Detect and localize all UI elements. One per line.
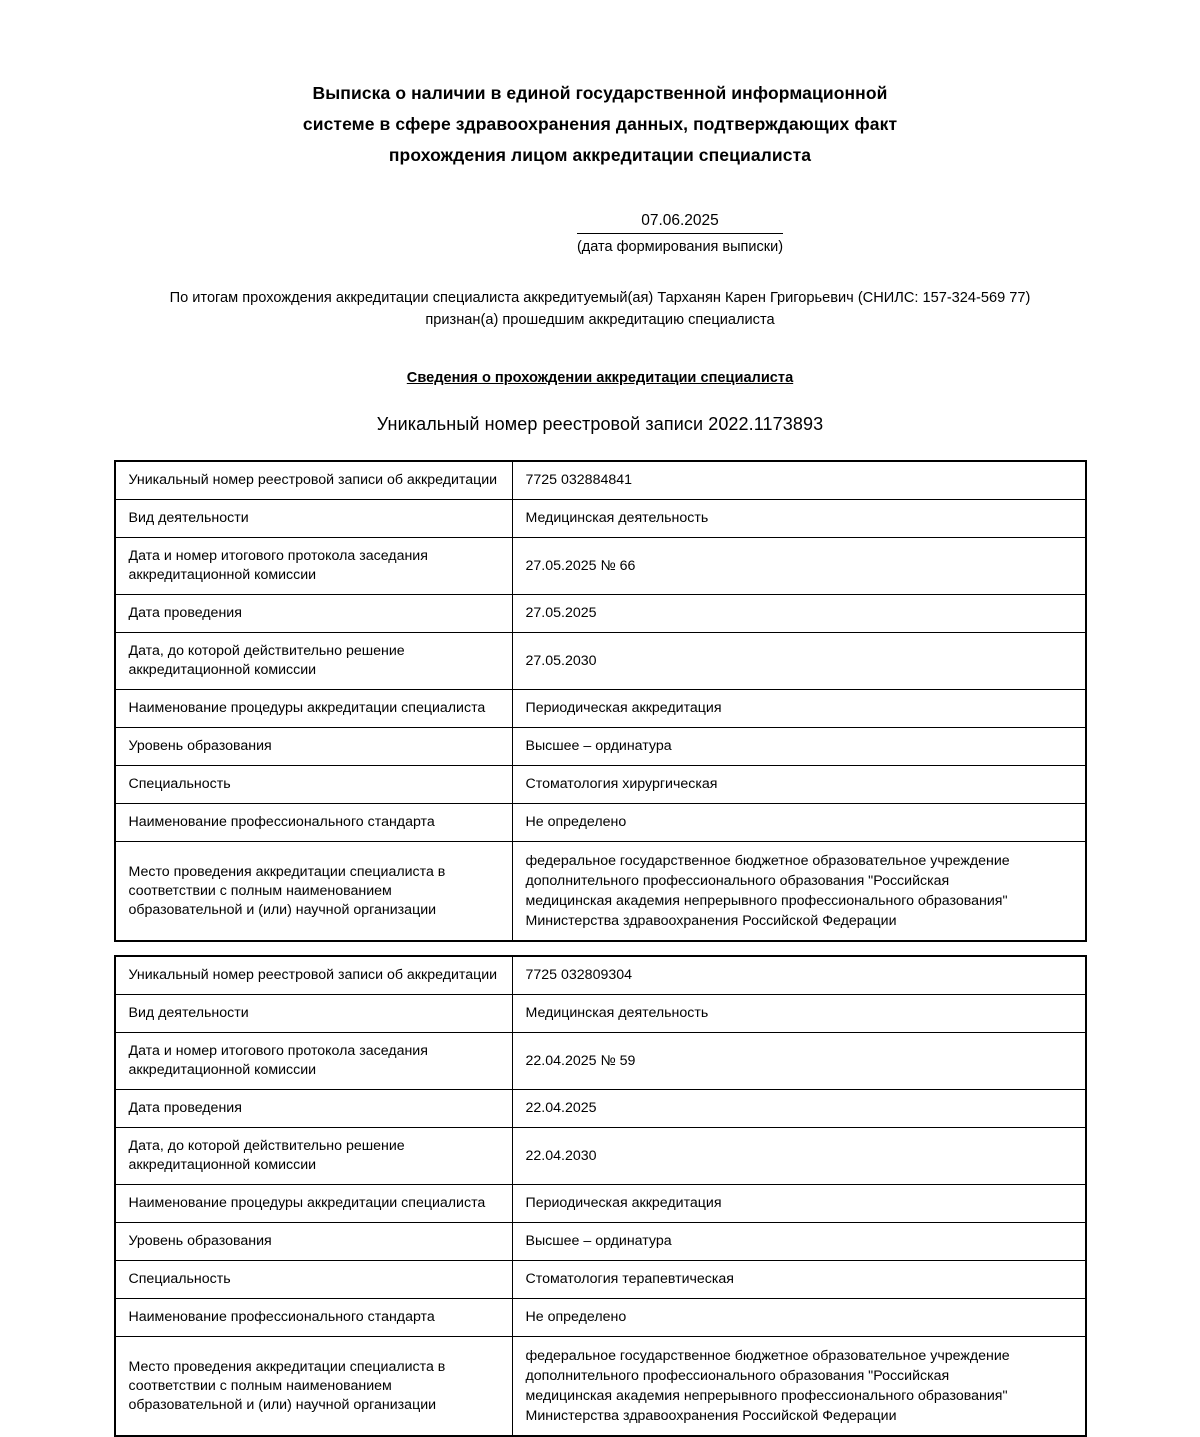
table-row	[115, 842, 1086, 942]
table-row	[115, 804, 1086, 842]
org-line-1: федеральное государственное бюджетное образовательное учреждение	[525, 1348, 1010, 1364]
org-line-2: дополнительного профессионального образования "Российская	[525, 1368, 950, 1384]
table-row	[115, 461, 1086, 500]
value-prof-standard: Не определено	[512, 804, 1086, 842]
value-education-level: Высшее – ординатура	[512, 1223, 1086, 1261]
label-protocol: Дата и номер итогового протокола заседания аккредитационной комиссии	[115, 1033, 513, 1090]
registry-number-heading: Уникальный номер реестровой записи 2022.1173893	[376, 414, 824, 434]
label-prof-standard: Наименование профессионального стандарта	[115, 804, 513, 842]
issue-date-caption: (дата формирования выписки)	[576, 239, 784, 255]
value-date-held: 27.05.2025	[512, 595, 1086, 633]
title-line-1: Выписка о наличии в единой государственной информационной	[312, 83, 888, 103]
issue-date-block	[0, 211, 1200, 257]
value-unique-number: 7725 032884841	[512, 461, 1086, 500]
value-specialty: Стоматология терапевтическая	[512, 1261, 1086, 1299]
label-specialty: Специальность	[115, 766, 513, 804]
table-row	[115, 595, 1086, 633]
issue-date-value: 07.06.2025	[577, 211, 783, 234]
section-heading-text: Сведения о прохождении аккредитации специалиста	[406, 370, 794, 386]
label-protocol: Дата и номер итогового протокола заседания аккредитационной комиссии	[115, 538, 513, 595]
label-place: Место проведения аккредитации специалиста в соответствии с полным наименованием образовательной и (или) научной организации	[115, 1337, 513, 1437]
title-line-3: прохождения лицом аккредитации специалиста	[388, 145, 812, 165]
table-row	[115, 1261, 1086, 1299]
value-education-level: Высшее – ординатура	[512, 728, 1086, 766]
table-row	[115, 1337, 1086, 1437]
value-activity-type: Медицинская деятельность	[512, 500, 1086, 538]
table-row	[115, 766, 1086, 804]
org-line-1: федеральное государственное бюджетное образовательное учреждение	[525, 853, 1010, 869]
value-protocol: 27.05.2025 № 66	[512, 538, 1086, 595]
value-place	[512, 1337, 1086, 1437]
table-row	[115, 1185, 1086, 1223]
value-protocol: 22.04.2025 № 59	[512, 1033, 1086, 1090]
intro-paragraph	[135, 287, 1065, 331]
org-line-3: медицинская академия непрерывного профессионального образования"	[525, 1388, 1008, 1404]
table-row	[115, 995, 1086, 1033]
table-row	[115, 728, 1086, 766]
label-date-held: Дата проведения	[115, 1090, 513, 1128]
label-education-level: Уровень образования	[115, 1223, 513, 1261]
table-row	[115, 500, 1086, 538]
label-activity-type: Вид деятельности	[115, 500, 513, 538]
table-row	[115, 690, 1086, 728]
value-procedure-name: Периодическая аккредитация	[512, 690, 1086, 728]
table-row	[115, 1299, 1086, 1337]
label-procedure-name: Наименование процедуры аккредитации специалиста	[115, 690, 513, 728]
section-heading	[0, 368, 1200, 388]
value-procedure-name: Периодическая аккредитация	[512, 1185, 1086, 1223]
label-valid-until: Дата, до которой действительно решение аккредитационной комиссии	[115, 1128, 513, 1185]
org-line-2: дополнительного профессионального образования "Российская	[525, 873, 950, 889]
label-valid-until: Дата, до которой действительно решение аккредитационной комиссии	[115, 633, 513, 690]
table-row	[115, 633, 1086, 690]
label-activity-type: Вид деятельности	[115, 995, 513, 1033]
intro-line-2: признан(а) прошедшим аккредитацию специалиста	[425, 312, 775, 328]
accreditation-table-1	[114, 460, 1087, 942]
table-row	[115, 1033, 1086, 1090]
value-specialty: Стоматология хирургическая	[512, 766, 1086, 804]
org-line-4: Министерства здравоохранения Российской Федерации	[525, 1408, 897, 1424]
org-line-3: медицинская академия непрерывного профессионального образования"	[525, 893, 1008, 909]
table-row	[115, 956, 1086, 995]
label-unique-number: Уникальный номер реестровой записи об аккредитации	[115, 461, 513, 500]
intro-line-1: По итогам прохождения аккредитации специалиста аккредитуемый(ая) Тарханян Карен Григорьевич (СНИЛС: 157-324-569 77)	[169, 290, 1031, 306]
accreditation-table-2	[114, 955, 1087, 1437]
label-education-level: Уровень образования	[115, 728, 513, 766]
page-title	[0, 0, 1200, 171]
value-valid-until: 22.04.2030	[512, 1128, 1086, 1185]
issue-date-inner	[577, 211, 783, 257]
value-unique-number: 7725 032809304	[512, 956, 1086, 995]
org-line-4: Министерства здравоохранения Российской Федерации	[525, 913, 897, 929]
label-prof-standard: Наименование профессионального стандарта	[115, 1299, 513, 1337]
table-row	[115, 538, 1086, 595]
value-date-held: 22.04.2025	[512, 1090, 1086, 1128]
table-row	[115, 1128, 1086, 1185]
label-place: Место проведения аккредитации специалиста в соответствии с полным наименованием образовательной и (или) научной организации	[115, 842, 513, 942]
value-prof-standard: Не определено	[512, 1299, 1086, 1337]
value-valid-until: 27.05.2030	[512, 633, 1086, 690]
value-place	[512, 842, 1086, 942]
table-row	[115, 1223, 1086, 1261]
value-activity-type: Медицинская деятельность	[512, 995, 1086, 1033]
label-procedure-name: Наименование процедуры аккредитации специалиста	[115, 1185, 513, 1223]
label-date-held: Дата проведения	[115, 595, 513, 633]
label-specialty: Специальность	[115, 1261, 513, 1299]
title-line-2: системе в сфере здравоохранения данных, подтверждающих факт	[302, 114, 898, 134]
table-row	[115, 1090, 1086, 1128]
label-unique-number: Уникальный номер реестровой записи об аккредитации	[115, 956, 513, 995]
